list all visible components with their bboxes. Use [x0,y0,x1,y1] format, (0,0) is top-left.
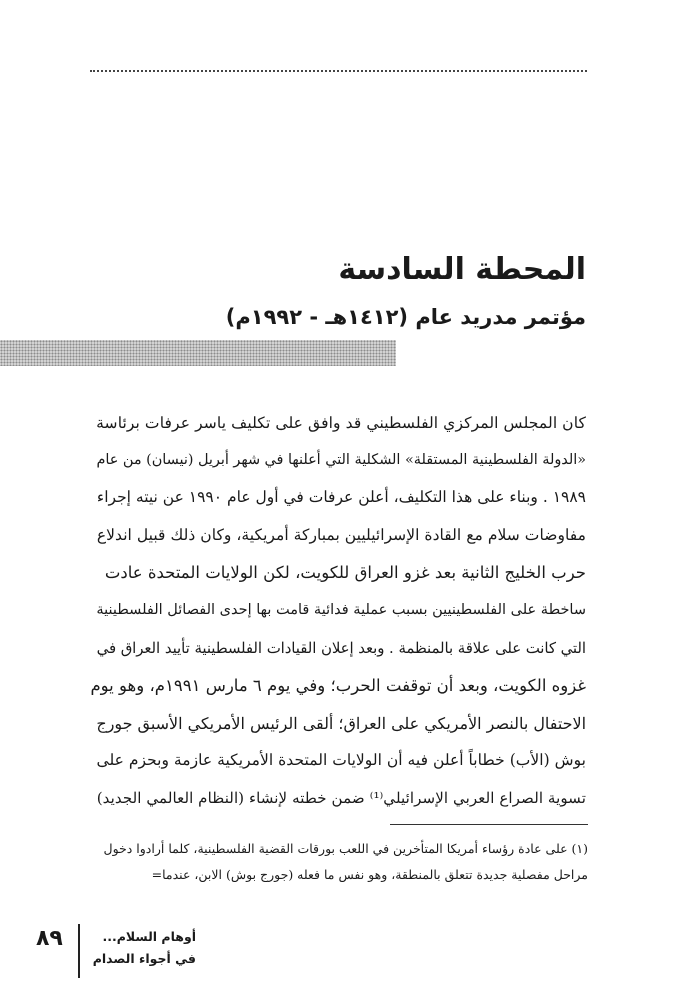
body-line: ١٩٨٩ . وبناء على هذا التكليف، أعلن عرفات في أول عام ١٩٩٠ عن نيته إجراء [96,488,586,507]
body-line: ساخطة على الفلسطينيين بسبب عملية فدائية قامت بها إحدى الفصائل الفلسطينية [96,601,586,618]
footnote-line: (١) على عادة رؤساء أمريكا المتأخرين في اللعب بورقات القضية الفلسطينية، كلما أرادوا دخول [103,841,588,856]
body-line: غزوه الكويت، وبعد أن توقفت الحرب؛ وفي يوم ٦ مارس ١٩٩١م، وهو يوم [90,676,586,696]
page-footer [30,922,196,982]
body-line: تسوية الصراع العربي الإسرائيلي⁽¹⁾ ضمن خطته لإنشاء (النظام العالمي الجديد) [96,788,586,807]
body-line: كان المجلس المركزي الفلسطيني قد وافق على تكليف ياسر عرفات برئاسة [96,413,586,432]
body-line: بوش (الأب) خطاباً أعلن فيه أن الولايات المتحدة الأمريكية عازمة وبحزم على [96,751,586,770]
running-book-title [86,926,196,970]
footer-divider [78,924,80,978]
page-number: ٨٩ [36,926,63,951]
body-line: مفاوضات سلام مع القادة الإسرائيليين بمباركة أمريكية، وكان ذلك قبيل اندلاع [96,525,586,544]
body-paragraph [86,404,586,818]
chapter-title: المحطة السادسة [338,252,586,287]
body-line: حرب الخليج الثانية بعد غزو العراق للكويت، لكن الولايات المتحدة عادت [104,563,586,583]
decorative-shaded-band [0,340,396,366]
body-line: «الدولة الفلسطينية المستقلة» الشكلية التي أعلنها في شهر أبريل (نيسان) من عام [96,451,586,468]
footnote-line: مراحل مفصلية جديدة تتعلق بالمنطقة، وهو نفس ما فعله (جورج بوش) الابن، عندما= [151,867,588,882]
chapter-subtitle: مؤتمر مدريد عام (١٤١٢هـ - ١٩٩٢م) [225,305,586,329]
top-dotted-rule [90,70,587,72]
book-title-line: في أجواء الصدام [92,951,196,966]
book-title-line: أوهام السلام... [102,929,196,944]
footnote-separator [390,824,588,825]
body-line: الاحتفال بالنصر الأمريكي على العراق؛ ألقى الرئيس الأمريكي الأسبق جورج [96,713,586,733]
body-line: التي كانت على علاقة بالمنظمة . وبعد إعلان القيادات الفلسطينية تأييد العراق في [96,639,586,657]
footnotes [80,836,588,888]
